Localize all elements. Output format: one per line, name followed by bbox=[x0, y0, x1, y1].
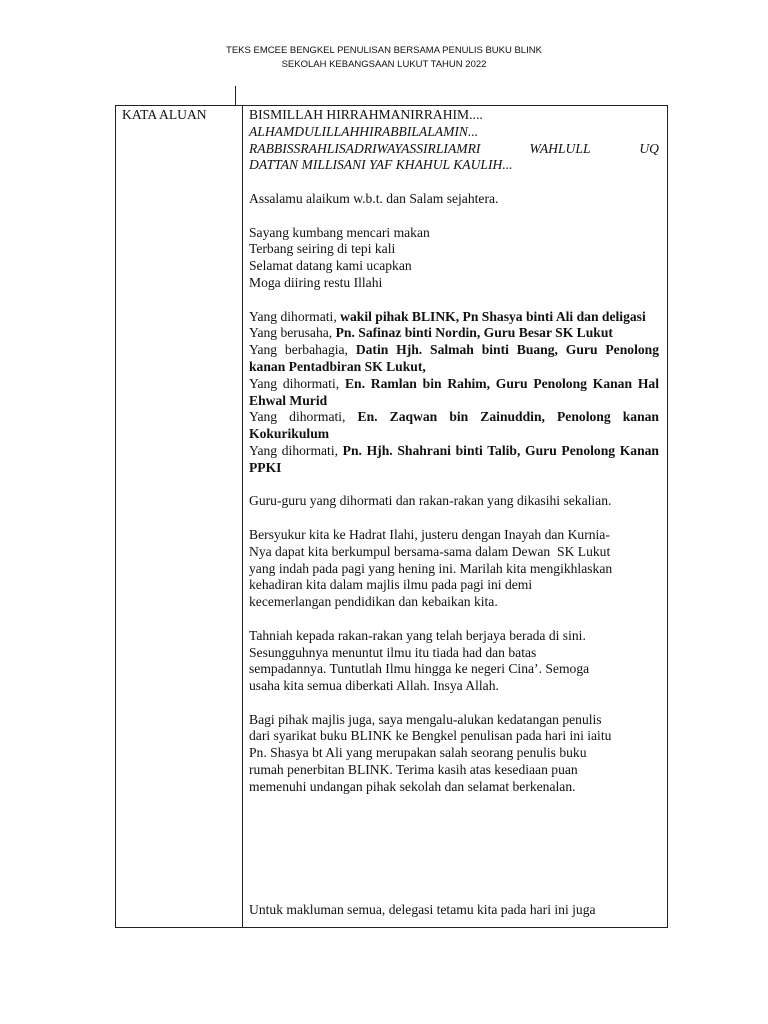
paragraph-line: kehadiran kita dalam majlis ilmu pada pagi ini demi bbox=[249, 577, 533, 593]
pantun-line: Selamat datang kami ucapkan bbox=[249, 258, 412, 274]
opening-line: ALHAMDULILLAHHIRABBILALAMIN... bbox=[249, 123, 479, 139]
table-column-divider-stub bbox=[235, 86, 236, 105]
opening-prayer bbox=[249, 107, 659, 174]
dignitary-name: Datin Hjh. Salmah binti Buang, Guru Penolong kanan Pentadbiran SK Lukut, bbox=[249, 342, 659, 374]
dignitary-name: En. Ramlan bin Rahim, Guru Penolong Kanan Hal Ehwal Murid bbox=[249, 375, 659, 408]
header-subtitle: SEKOLAH KEBANGSAAN LUKUT TAHUN 2022 bbox=[281, 59, 487, 70]
dignitary-prefix: Yang berbahagia, bbox=[249, 342, 356, 358]
paragraph-line: Bagi pihak majlis juga, saya mengalu-alukan kedatangan penulis bbox=[249, 711, 602, 727]
paragraph-line: rumah penerbitan BLINK. Terima kasih atas kesediaan puan bbox=[249, 762, 578, 778]
header-title: TEKS EMCEE BENGKEL PENULISAN BERSAMA PENULIS BUKU BLINK bbox=[226, 45, 542, 56]
greeting: Assalamu alaikum w.b.t. dan Salam sejahtera. bbox=[249, 190, 499, 206]
opening-line: BISMILLAH HIRRAHMANIRRAHIM.... bbox=[249, 107, 483, 122]
script-table bbox=[115, 105, 668, 928]
paragraph-line: Nya dapat kita berkumpul bersama-sama dalam Dewan SK Lukut bbox=[249, 543, 611, 559]
dignitary-prefix: Yang dihormati, bbox=[249, 442, 343, 458]
dignitary-entry bbox=[249, 376, 659, 410]
paragraph-bersyukur bbox=[249, 527, 659, 611]
dignitary-entry bbox=[249, 443, 659, 477]
paragraph-line: sempadannya. Tuntutlah Ilmu hingga ke negeri Cina’. Semoga bbox=[249, 661, 590, 677]
final-line: Untuk makluman semua, delegasi tetamu kita pada hari ini juga bbox=[249, 902, 596, 918]
paragraph-line: Tahniah kepada rakan-rakan yang telah berjaya berada di sini. bbox=[249, 627, 586, 643]
paragraph-line: dari syarikat buku BLINK ke Bengkel penulisan pada hari ini iaitu bbox=[249, 728, 612, 744]
paragraph-line: usaha kita semua diberkati Allah. Insya Allah. bbox=[249, 678, 499, 694]
dignitary-prefix: Yang dihormati, bbox=[249, 308, 341, 324]
pantun bbox=[249, 225, 659, 292]
paragraph-line: Sesungguhnya menuntut ilmu itu tiada had dan batas bbox=[249, 644, 537, 660]
opening-line: DATTAN MILLISANI YAF KHAHUL KAULIH... bbox=[249, 157, 513, 173]
blank-space bbox=[249, 812, 659, 902]
paragraph-tahniah bbox=[249, 628, 659, 695]
dignitary-prefix: Yang dihormati, bbox=[249, 409, 358, 425]
dignitary-name: Pn. Hjh. Shahrani binti Talib, Guru Penolong Kanan PPKI bbox=[249, 442, 659, 475]
dignitary-entry bbox=[249, 342, 659, 376]
dignitary-entry bbox=[249, 309, 659, 326]
section-content bbox=[243, 106, 668, 928]
dignitary-prefix: Yang berusaha, bbox=[249, 325, 336, 341]
dignitary-name: Pn. Safinaz binti Nordin, Guru Besar SK Lukut bbox=[335, 325, 613, 341]
opening-line: RABBISSRAHLISADRIWAYASSIRLIAMRI WAHLULL UQ bbox=[249, 140, 659, 156]
dignitary-name: En. Zaqwan bin Zainuddin, Penolong kanan Kokurikulum bbox=[249, 409, 659, 442]
teachers-greeting: Guru-guru yang dihormati dan rakan-rakan yang dikasihi sekalian. bbox=[249, 493, 612, 509]
dignitaries-list bbox=[249, 309, 659, 477]
pantun-line: Sayang kumbang mencari makan bbox=[249, 224, 430, 240]
paragraph-majlis bbox=[249, 712, 659, 796]
paragraph-line: Pn. Shasya bt Ali yang merupakan salah seorang penulis buku bbox=[249, 745, 587, 761]
dignitary-entry bbox=[249, 325, 659, 342]
dignitary-prefix: Yang dihormati, bbox=[249, 375, 345, 391]
paragraph-line: Bersyukur kita ke Hadrat Ilahi, justeru dengan Inayah dan Kurnia- bbox=[249, 526, 610, 542]
document-header bbox=[0, 44, 768, 72]
dignitary-entry bbox=[249, 409, 659, 443]
section-label: KATA ALUAN bbox=[116, 106, 243, 928]
paragraph-line: yang indah pada pagi yang hening ini. Marilah kita mengikhlaskan bbox=[249, 560, 613, 576]
dignitary-name: wakil pihak BLINK, Pn Shasya binti Ali dan deligasi bbox=[340, 308, 646, 324]
paragraph-line: memenuhi undangan pihak sekolah dan selamat berkenalan. bbox=[249, 778, 576, 794]
paragraph-line: kecemerlangan pendidikan dan kebaikan kita. bbox=[249, 594, 498, 610]
pantun-line: Moga diiring restu Illahi bbox=[249, 274, 383, 290]
pantun-line: Terbang seiring di tepi kali bbox=[249, 241, 396, 257]
